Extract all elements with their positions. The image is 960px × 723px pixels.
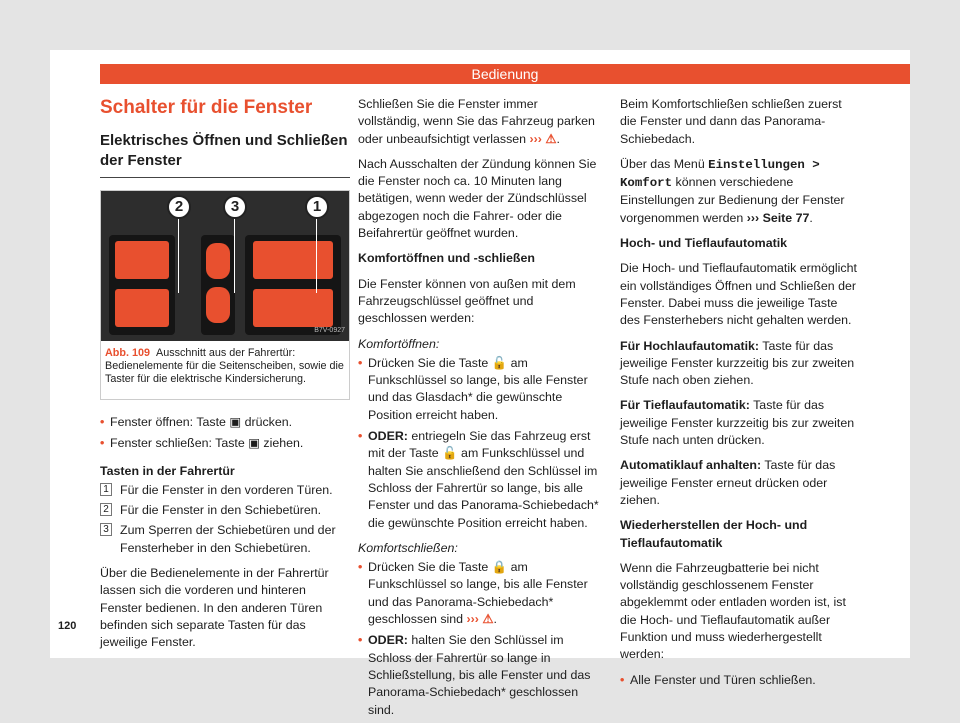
paragraph: Über das Menü Einstellungen > Komfort können verschiedene Einstellungen zur Bedienung der Fenster vorgenommen werden ››› Seite 77. [620, 156, 845, 225]
numbered-item: 1 Für die Fenster in den vorderen Türen. [100, 482, 350, 499]
subheading: Komfortöffnen: [358, 336, 440, 351]
warning-triangle-icon: ⚠ [482, 612, 494, 627]
reference-arrow: ››› [466, 612, 479, 627]
paragraph: Über die Bedienelemente in der Fahrertür lassen sich die vorderen und hinteren Fenster bedienen. In den anderen Türen befinden sich separate Tasten für das jeweilige Fenster. [100, 566, 329, 650]
child-lock-icon [206, 287, 230, 323]
subheading: Wiederherstellen der Hoch- und Tieflaufautomatik [620, 518, 808, 550]
subheading: Hoch- und Tieflaufautomatik [620, 236, 788, 251]
column-right [620, 96, 860, 693]
page-number: 120 [58, 620, 77, 632]
list-item: • Alle Fenster und Türen schließen. [620, 672, 860, 689]
page-reference[interactable]: ››› Seite 77 [746, 210, 810, 225]
paragraph: Die Hoch- und Tieflaufautomatik ermöglicht ein vollständiges Öffnen und Schließen der Fenster. Dabei muss die jeweilige Taste des Fensterhebers nicht gehalten werden. [620, 261, 857, 328]
unlock-icon: 🔓 [442, 446, 458, 461]
list-item: • Drücken Sie die Taste 🔓 am Funkschlüssel so lange, bis alle Fenster und das Glasdach* die gewünschte Position erreicht haben. [358, 355, 602, 424]
paragraph: Automatiklauf anhalten: Taste für das jeweilige Fenster erneut drücken oder ziehen. [620, 458, 836, 507]
list-item: • Fenster schließen: Taste ▣ ziehen. [100, 435, 350, 452]
subheading: Komfortschließen: [358, 540, 458, 555]
lock-icon: 🔒 [491, 560, 508, 575]
paragraph: Für Hochlaufautomatik: Taste für das jeweilige Fenster kurzzeitig bis zur zweiten Stufe nach oben ziehen. [620, 338, 855, 388]
numbered-item: 2 Für die Fenster in den Schiebetüren. [100, 502, 350, 519]
warning-triangle-icon: ⚠ [545, 131, 557, 146]
window-switch-icon [115, 289, 169, 327]
paragraph: Beim Komfortschließen schließen zuerst die Fenster und dann das Panorama-Schiebedach. [620, 97, 842, 146]
callout-label: 3 [223, 195, 247, 219]
child-lock-icon [206, 243, 230, 279]
window-switch-icon [115, 241, 169, 279]
list-item: • Fenster öffnen: Taste ▣ drücken. [100, 414, 350, 431]
window-switch-icon: ▣ [229, 415, 242, 429]
page-title: Schalter für die Fenster [100, 97, 313, 118]
paragraph: Für Tieflaufautomatik: Taste für das jeweilige Fenster kurzzeitig bis zur zweiten Stufe nach unten drücken. [620, 398, 855, 448]
paragraph: Nach Ausschalten der Zündung können Sie die Fenster noch ca. 10 Minuten lang betätigen, wenn weder der Zündschlüssel abgezogen noch die Fahrer- oder die Beifahrertür geöffnet wurden. [358, 156, 597, 241]
paragraph: Die Fenster können von außen mit dem Fahrzeugschlüssel geöffnet und geschlossen werden: [358, 276, 576, 326]
section-header: Bedienung [100, 64, 910, 84]
paragraph: Wenn die Fahrzeugbatterie bei nicht vollständig geschlossenem Fenster abgeklemmt oder entladen worden ist, ist die Hoch- und Tieflaufautomatik außer Funktion und muss wiederhergestellt werden: [620, 560, 846, 662]
callout-label: 1 [305, 195, 329, 219]
window-switch-icon [253, 241, 333, 279]
numbered-item: 3 Zum Sperren der Schiebetüren und der Fensterheber in den Schiebetüren. [100, 522, 350, 557]
column-left [100, 96, 350, 660]
list-item: • ODER: entriegeln Sie das Fahrzeug erst mit der Taste 🔓 am Funkschlüssel und halten Sie anschließend den Schlüssel im Schloss der Fahrertür so lange, bis alle Fenster und das Panorama-Schiebedach* die gewünschte Position erreicht haben. [358, 428, 602, 532]
callout-label: 2 [167, 195, 191, 219]
figure-code: B7V-0927 [314, 326, 345, 334]
column-middle [358, 96, 602, 723]
window-switch-icon: ▣ [248, 436, 260, 451]
unlock-icon: 🔓 [491, 355, 508, 370]
subheading: Tasten in der Fahrertür [100, 463, 235, 478]
list-item: • Drücken Sie die Taste 🔒 am Funkschlüssel so lange, bis alle Fenster und das Panorama-Schiebedach* geschlossen sind ››› ⚠. [358, 559, 602, 628]
manual-page [50, 50, 910, 717]
figure-caption: Abb. 109 Ausschnitt aus der Fahrertür: Bedienelemente für die Seitenscheiben, sowie die Taster für die elektrische Kindersicherung. [105, 347, 344, 385]
paragraph: Schließen Sie die Fenster immer vollständig, wenn Sie das Fahrzeug parken oder unbeaufsichtigt verlassen ››› ⚠. [358, 97, 595, 146]
reference-arrow: ››› [529, 131, 542, 146]
figure-109 [100, 190, 350, 400]
section-subtitle: Elektrisches Öffnen und Schließen der Fenster [100, 132, 348, 169]
menu-path: Einstellungen > Komfort [620, 157, 820, 191]
door-switch-photo [101, 191, 349, 341]
subheading: Komfortöffnen und -schließen [358, 251, 535, 266]
list-item: • ODER: halten Sie den Schlüssel im Schloss der Fahrertür so lange in Schließstellung, bis alle Fenster und das Panorama-Schiebedach* geschlossen sind. [358, 632, 602, 718]
